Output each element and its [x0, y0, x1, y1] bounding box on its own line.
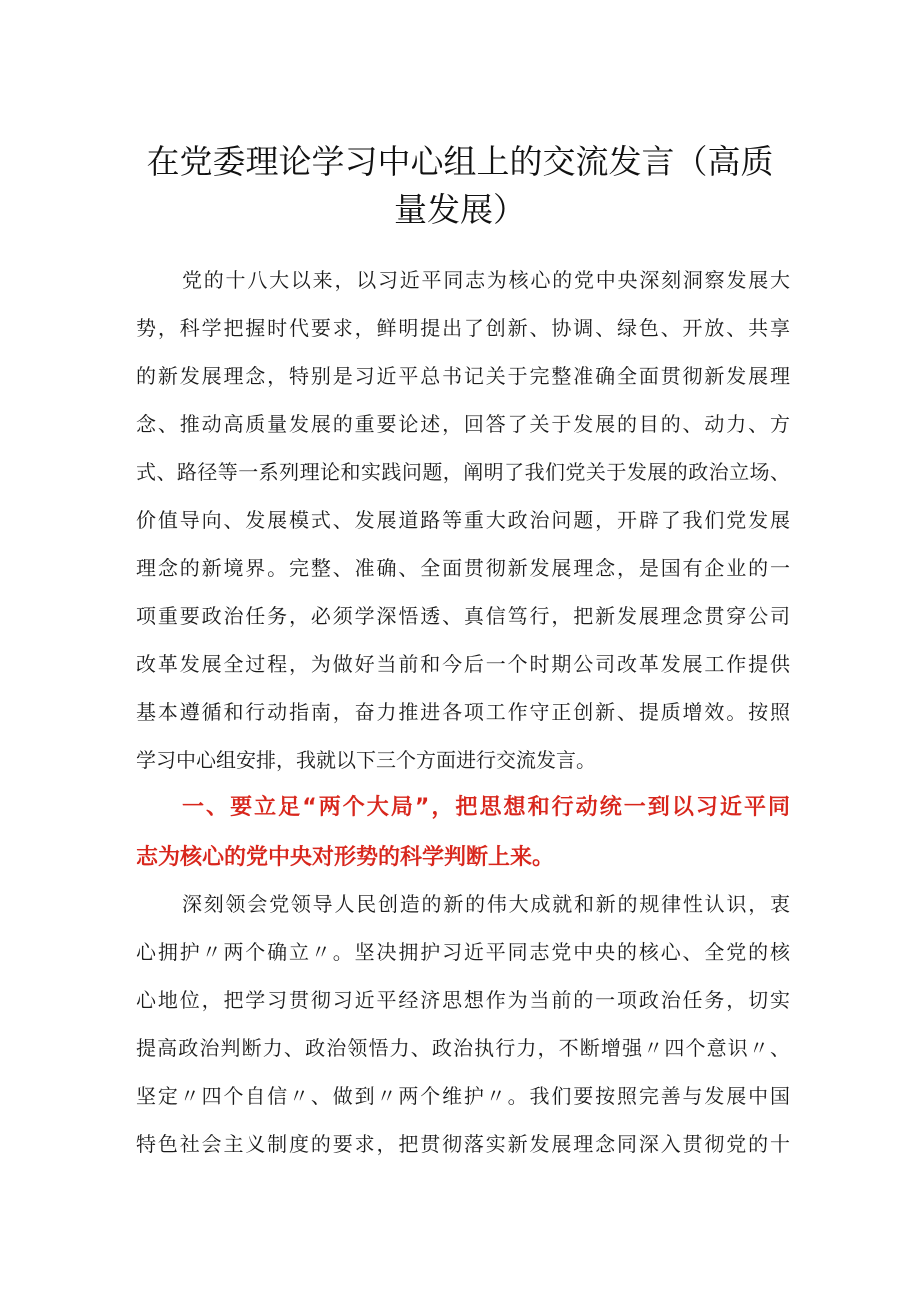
paragraph-line: 项重要政治任务，必须学深悟透、真信笃行，把新发展理念贯穿公司 — [136, 604, 790, 628]
document-title — [136, 138, 784, 234]
title-line: 在党委理论学习中心组上的交流发言（高质 — [146, 142, 774, 181]
paragraph-line: 势，科学把握时代要求，鲜明提出了创新、协调、绿色、开放、共享 — [136, 316, 790, 340]
intro-paragraph — [136, 256, 790, 784]
paragraph-line: 式、路径等一系列理论和实践问题，阐明了我们党关于发展的政治立场、 — [136, 460, 790, 484]
paragraph-line: 学习中心组安排，我就以下三个方面进行交流发言。 — [136, 748, 596, 772]
title-line: 量发展） — [394, 190, 526, 229]
heading-line: 志为核心的党中央对形势的科学判断上来。 — [136, 845, 555, 870]
paragraph-line: 心地位，把学习贯彻习近平经济思想作为当前的一项政治任务，切实 — [136, 988, 790, 1012]
paragraph-line: 念、推动高质量发展的重要论述，回答了关于发展的目的、动力、方 — [136, 412, 790, 436]
paragraph-line: 改革发展全过程，为做好当前和今后一个时期公司改革发展工作提供 — [136, 652, 790, 676]
paragraph-line: 价值导向、发展模式、发展道路等重大政治问题，开辟了我们党发展 — [136, 508, 790, 532]
paragraph-line: 坚定〃四个自信〃、做到〃两个维护〃。我们要按照完善与发展中国 — [136, 1084, 790, 1108]
paragraph-line: 提高政治判断力、政治领悟力、政治执行力，不断增强〃四个意识〃、 — [136, 1036, 790, 1060]
paragraph-line: 特色社会主义制度的要求，把贯彻落实新发展理念同深入贯彻党的十 — [136, 1132, 790, 1156]
paragraph-line: 的新发展理念，特别是习近平总书记关于完整准确全面贯彻新发展理 — [136, 364, 790, 388]
paragraph-line: 理念的新境界。完整、准确、全面贯彻新发展理念，是国有企业的一 — [136, 556, 790, 580]
paragraph-line: 党的十八大以来，以习近平同志为核心的党中央深刻洞察发展大 — [182, 268, 790, 292]
paragraph-line: 深刻领会党领导人民创造的新的伟大成就和新的规律性认识，衷 — [182, 892, 790, 916]
section-paragraph — [136, 880, 790, 1168]
paragraph-line: 基本遵循和行动指南，奋力推进各项工作守正创新、提质增效。按照 — [136, 700, 790, 724]
section-heading — [136, 783, 790, 883]
paragraph-line: 心拥护〃两个确立〃。坚决拥护习近平同志党中央的核心、全党的核 — [136, 940, 790, 964]
heading-line: 一、要立足“两个大局”，把思想和行动统一到以习近平同 — [182, 795, 790, 820]
